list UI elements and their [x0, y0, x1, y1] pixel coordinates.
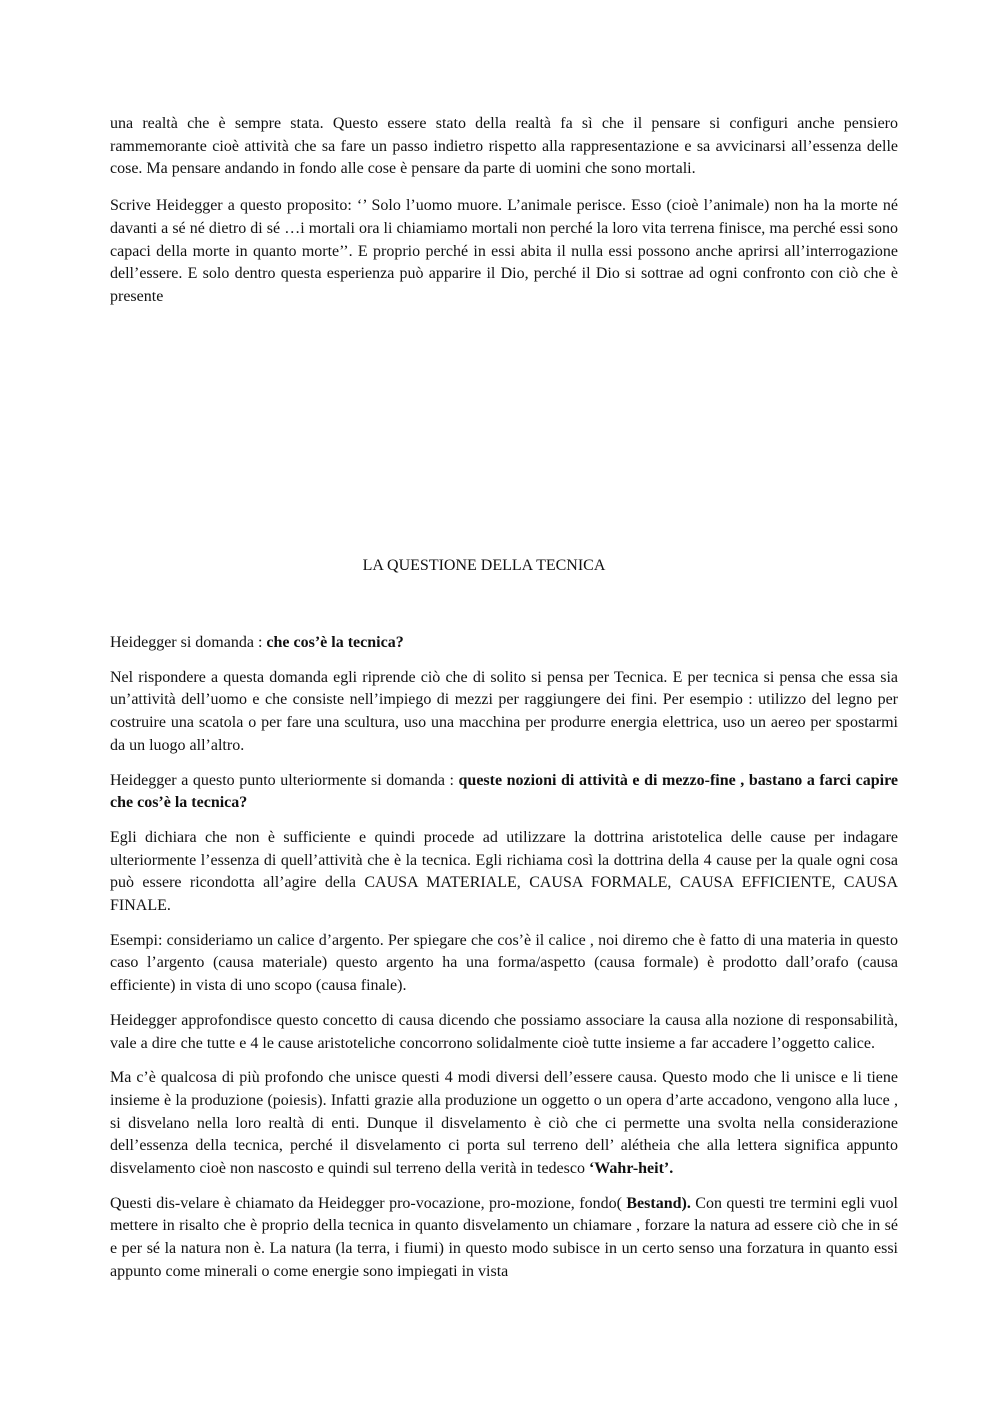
paragraph-poiesis [110, 1067, 898, 1181]
paragraph-esempi: Esempi: consideriamo un calice d’argento. Per spiegare che cos’è il calice , noi diremo che è fatto di una materia in questo caso l’argento (causa materiale) questo argento ha una forma/aspetto (causa formale) è prodotto dall’orafo (causa efficiente) in vista di uno scopo (causa finale). [110, 931, 898, 995]
paragraph-bestand [110, 1193, 898, 1284]
question-1-bold: che cos’è la tecnica? [266, 634, 404, 651]
paragraph-question-2 [110, 770, 898, 815]
question-2-bold: queste nozioni di attività e di mezzo-fine , bastano a farci capire che cos’è la tecnica? [110, 771, 899, 812]
bestand-lead: Questi dis-velare è chiamato da Heidegger pro-vocazione, pro-mozione, fondo( [110, 1194, 627, 1212]
paragraph-rammemorante: una realtà che è sempre stata. Questo essere stato della realtà fa sì che il pensare si configuri anche pensiero rammemorante cioè attività che sa fare un passo indietro rispetto alla rappresentazione e sa avvicinarsi all’essenza delle cose. Ma pensare andando in fondo alle cose è pensare da parte di uomini che sono mortali. [110, 115, 898, 178]
paragraph-responsabilita: Heidegger approfondisce questo concetto di causa dicendo che possiamo associare la causa alla nozione di responsabilità, vale a dire che tutte e 4 le cause aristoteliche concorrono solidalmente cioè tutte insieme a far accadere l’oggetto calice. [110, 1011, 898, 1052]
section-body [110, 632, 898, 1296]
paragraph-question-1 [110, 632, 898, 655]
poiesis-text: Ma c’è qualcosa di più profondo che unisce questi 4 modi diversi dell’essere causa. Questo modo che li unisce e li tiene insieme è la produzione (poiesis). Infatti grazie alla produzione un oggetto o un opera d’arte accadono, vengono alla luce , si disvelano nella loro realtà di enti. Dunque il disvelamento è ciò che ci permette una svolta nella considerazione dell’essenza della tecnica, perché il disvelamento ci porta sul terreno dell’ alétheia che alla lettera significa appunto disvelamento cioè non nascosto e quindi sul terreno della verità in tedesco [110, 1069, 898, 1178]
poiesis-bold: ‘Wahr-heit’. [588, 1160, 674, 1178]
question-1-lead: Heidegger si domanda : [110, 634, 267, 651]
section-heading: LA QUESTIONE DELLA TECNICA [362, 557, 606, 574]
paragraph-cause: Egli dichiara che non è sufficiente e quindi procede ad utilizzare la dottrina aristotelica delle cause per indagare ulteriormente l’essenza di quell’attività che è la tecnica. Egli richiama così la dottrina della 4 cause per la quale ogni cosa può essere ricondotta all’agire della CAUSA MATERIALE, CAUSA FORMALE, CAUSA EFFICIENTE, CAUSA FINALE. [110, 828, 898, 915]
paragraph-tecnica: Nel rispondere a questa domanda egli riprende ciò che di solito si pensa per Tecnica. E per tecnica si pensa che essa sia un’attività dell’uomo e che consiste nell’impiego di mezzi per raggiungere dei fini. Per esempio : utilizzo del legno per costruire una scatola o per fare una scultura, uso una macchina per produrre energia elettrica, uso un aereo per spostarmi da un luogo all’altro. [110, 668, 898, 754]
bestand-bold: Bestand). [626, 1194, 691, 1212]
paragraph-heidegger-quote: Scrive Heidegger a questo proposito: ‘’ Solo l’uomo muore. L’animale perisce. Esso (cioè l’animale) non ha la morte né davanti a sé né dietro di sé …i mortali ora li chiamiamo mortali non perché la loro vita terrena finisce, ma perché essi sono capaci della morte in quanto morte’’. E proprio perché in essi abita il nulla essi possono anche aprirsi all’interrogazione dell’essere. E solo dentro questa esperienza può apparire il Dio, perché il Dio si sottrae ad ogni confronto con ciò che è presente [110, 197, 898, 305]
document-page [110, 113, 899, 1280]
question-2-lead: Heidegger a questo punto ulteriormente si domanda : [110, 771, 459, 789]
bestand-rest: Con questi tre termini egli vuol mettere in risalto che è proprio della tecnica in quanto disvelamento un chiamare , forzare la natura ad essere ciò che in sé e per sé la natura non è. La natura (la terra, i fiumi) in questo modo subisce in un certo senso una forzatura in quanto essi appunto come minerali o come energie sono impiegati in vista [110, 1194, 898, 1280]
